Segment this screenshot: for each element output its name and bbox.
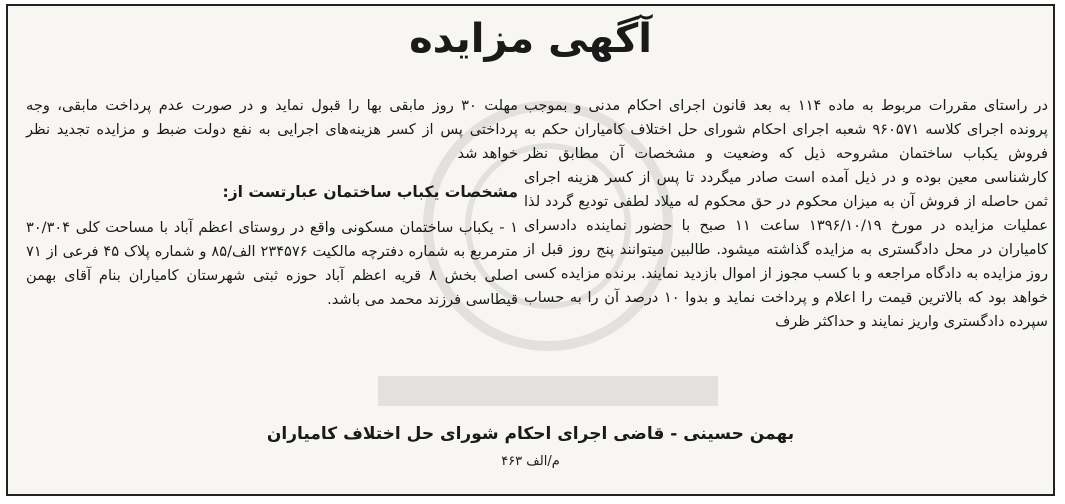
specs-heading: مشخصات یکباب ساختمان عبارتست از:: [222, 183, 518, 201]
judge-signature: بهمن حسینی - قاضی اجرای احکام شورای حل اختلاف کامیاران: [266, 424, 795, 444]
payment-terms-continuation: مهلت ۳۰ روز مابقی بها را قبول نماید و در صورت عدم پرداخت مابقی، وجه پرداختی پس از کسر هزینه‌های اجرایی به نفع دولت ضبط و مزایده تجدید نظر خواهد شد: [26, 97, 518, 162]
reference-number: م/الف ۴۶۳: [501, 454, 560, 469]
main-paragraph-column: [524, 94, 1048, 334]
auction-terms-paragraph: در راستای مقررات مربوط به ماده ۱۱۴ به بعد قانون اجرای احکام مدنی و بموجب پرونده اجرای کلاسه ۹۶۰۵۷۱ شعبه اجرای احکام شورای حل اختلاف کامیاران حکم به فروش یکباب ساختمان مشروحه ذیل که وضعیت و مشخصات آن مطابق نظر کارشناسی معین بوده و در ذیل آمده است صادر میگردد تا پس از کسر هزینه اجرای ثمن حاصله از فروش آن به میزان محکوم در حق محکوم له میلاد لطفی تودیع گردد لذا عملیات مزایده در مورخ ۱۳۹۶/۱۰/۱۹ ساعت ۱۱ صبح با حضور نماینده دادسرای کامیاران در محل دادگستری به مزایده گذاشته میشود. طالبین میتوانند پنج روز قبل از روز مزایده به دادگاه مراجعه و با کسب مجوز از اموال بازدید نمایند. برنده مزایده کسی خواهد بود که بالاترین قیمت را اعلام و پرداخت نماید و بدوا ۱۰ درصد آن را به حساب سپرده دادگستری واریز نمایند و حداکثر ظرف: [524, 97, 1048, 330]
notice-title: آگهی مزایده: [409, 16, 652, 62]
details-column: [26, 94, 518, 312]
property-spec-item: ۱ - یکباب ساختمان مسکونی واقع در روستای اعظم آباد با مساحت کلی ۳۰/۳۰۴ مترمربع به شماره دفترچه مالکیت ۲۳۴۵۷۶ الف/۸۵ و شماره پلاک ۴۵ فرعی از ۷۱ اصلی بخش ۸ قریه اعظم آباد حوزه ثبتی شهرستان کامیاران بنام آقای بهمن قیطاسی فرزند محمد می باشد.: [26, 219, 518, 308]
notice-frame: [6, 4, 1055, 496]
